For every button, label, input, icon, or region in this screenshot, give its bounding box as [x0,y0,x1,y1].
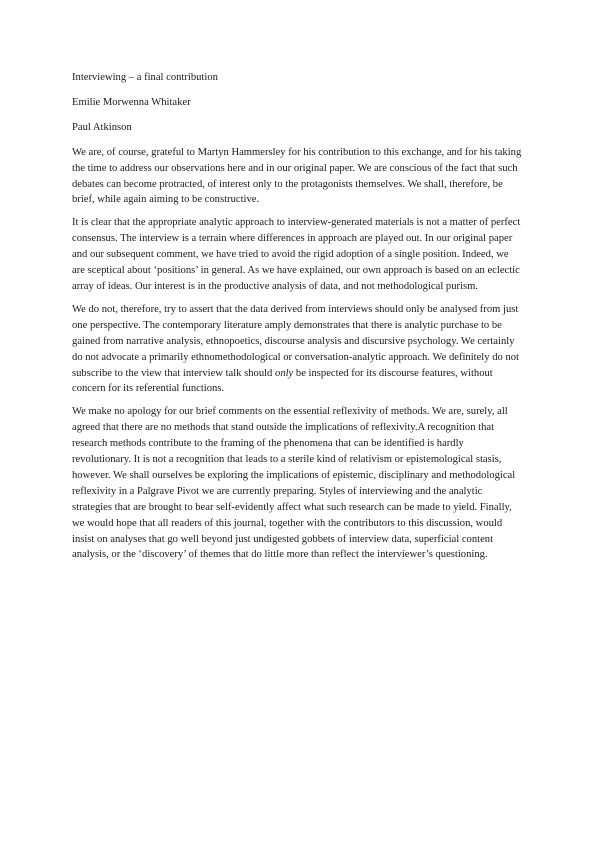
paragraph-text: be inspected for its discourse features, without concern for its referential functions. [72,367,493,395]
paragraph-text: We do not, therefore, try to assert that the data derived from interviews should only be analysed from just one perspective. The contemporary literature amply demonstrates that there is analytic purchase to be gained from narrative analysis, ethnopoetics, discourse analysis and discursive psychology. We certainly do not advocate a primarily ethnomethodological or conversation-analytic approach. We definitely do not subscribe to the view that interview talk should [72,303,519,379]
author-name: Emilie Morwenna Whitaker [72,96,191,108]
body-paragraph: It is clear that the appropriate analytic approach to interview-generated materials is not a matter of perfect consensus. The interview is a terrain where differences in approach are played out. In our original paper and our subsequent comment, we have tried to avoid the rigid adoption of a single position. Indeed, we are sceptical about ‘positions’ in general. As we have explained, our own approach is based on an eclectic array of ideas. Our interest is in the productive analysis of data, and not methodological purism. [72,217,521,292]
body-paragraph: We are, of course, grateful to Martyn Hammersley for his contribution to this exchange, and for his taking the time to address our observations here and in our original paper. We are conscious of the fact that such debates can become protracted, of interest only to the protagonists themselves. We shall, therefore, be brief, while again aiming to be constructive. [72,146,522,206]
body-paragraph: We make no apology for our brief comments on the essential reflexivity of methods. We are, surely, all agreed that there are no methods that stand outside the implications of reflexivity.A recognition that research methods contribute to the framing of the phenomena that can be identified is hardly revolutionary. It is not a recognition that leads to a sterile kind of relativism or epistemological stasis, however. We shall ourselves be exploring the implications of epistemic, disciplinary and methodological reflexivity in a Palgrave Pivot we are currently preparing. Styles of interviewing and the analytic strategies that are brought to bear self-evidently affect what such research can be made to yield. Finally, we would hope that all readers of this journal, together with the contributors to this discussion, would insist on analyses that go well beyond just undigested gobbets of interview data, superficial content analysis, or the ‘discovery’ of themes that do little more than reflect the interviewer’s questioning. [72,406,516,561]
author-name: Paul Atkinson [72,121,132,133]
emphasis-text: only [275,367,294,379]
document-title: Interviewing – a final contribution [72,72,218,83]
body-paragraph [72,302,524,397]
document-page [72,70,524,570]
